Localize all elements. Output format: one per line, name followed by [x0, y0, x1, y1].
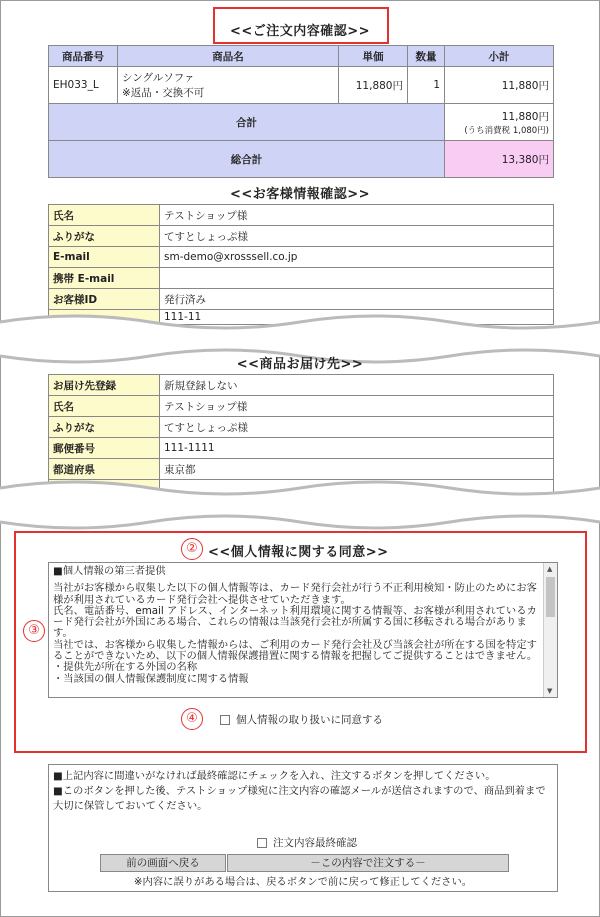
final-confirm-box	[48, 764, 558, 892]
col-header-code: 商品番号	[49, 46, 118, 67]
final-line-2: ■このボタンを押した後、テストショップ様宛に注文内容の確認メールが送信されますので、商品到着まで大切に保管しておいてください。	[53, 785, 546, 812]
customer-title: <<お客様情報確認>>	[229, 187, 371, 202]
table-row	[49, 417, 554, 438]
privacy-text-line: 当社がお客様から収集した以下の個人情報等は、カード発行会社が行う不正利用検知・防止のためにお客様が利用されているカード発行会社へ提供させていただきます。	[53, 582, 537, 606]
shipping-value: 東京都	[160, 459, 554, 480]
customer-value: テストショップ様	[160, 205, 554, 226]
customer-label: ふりがな	[49, 226, 160, 247]
final-confirm-label: 注文内容最終確認	[273, 837, 357, 849]
order-title: <<ご注文内容確認>>	[229, 24, 371, 39]
shipping-label: お届け先登録	[49, 375, 160, 396]
shipping-value: てすとしょっぷ様	[160, 417, 554, 438]
table-row	[49, 375, 554, 396]
table-row	[49, 205, 554, 226]
customer-value: てすとしょっぷ様	[160, 226, 554, 247]
table-row	[49, 226, 554, 247]
order-button[interactable]: －この内容で注文する－	[227, 854, 509, 872]
shipping-label: 氏名	[49, 396, 160, 417]
privacy-scrollbar[interactable]	[543, 563, 557, 697]
table-row	[49, 438, 554, 459]
scroll-up-icon[interactable]: ▲	[547, 565, 553, 573]
agree-label: 個人情報の取り扱いに同意する	[236, 714, 383, 726]
customer-label: お客様ID	[49, 289, 160, 310]
customer-value: sm-demo@xrosssell.co.jp	[160, 247, 554, 268]
privacy-text	[53, 566, 541, 685]
total-value: 13,380円	[445, 141, 554, 178]
item-name-cell	[118, 67, 339, 104]
col-header-qty: 数量	[408, 46, 445, 67]
privacy-text-line: ■個人情報の第三者提供	[53, 565, 166, 577]
cut-wave-2	[0, 476, 600, 536]
privacy-text-line: 氏名、電話番号、email アドレス、インターネット利用環境に関する情報等、お客様が利用されているカード発行会社が外国にある場合、これらの情報は当該発行会社が所属する国に移転される場合があります。	[53, 604, 537, 640]
col-header-name: 商品名	[118, 46, 339, 67]
sum-value: 11,880円	[501, 110, 549, 123]
table-row	[49, 396, 554, 417]
shipping-label: 都道府県	[49, 459, 160, 480]
customer-value: 発行済み	[160, 289, 554, 310]
annotation-2: ②	[181, 538, 203, 560]
final-note: ※内容に誤りがある場合は、戻るボタンで前に戻って修正してください。	[133, 876, 473, 888]
final-confirm-checkbox[interactable]	[257, 838, 267, 848]
sum-label: 合計	[49, 104, 445, 141]
shipping-label: 郵便番号	[49, 438, 160, 459]
shipping-title: <<商品お届け先>>	[236, 357, 364, 372]
customer-label: E-mail	[49, 247, 160, 268]
annotation-4: ④	[181, 708, 203, 730]
privacy-textarea[interactable]	[48, 562, 558, 698]
item-subtotal: 11,880円	[445, 67, 554, 104]
sum-tax: (うち消費税 1,080円)	[464, 125, 549, 136]
scroll-thumb[interactable]	[546, 577, 555, 617]
customer-label: 携帯 E-mail	[49, 268, 160, 289]
privacy-text-line: ・提供先が所在する外国の名称	[53, 661, 198, 674]
item-qty: 1	[408, 67, 445, 104]
scroll-down-icon[interactable]: ▼	[547, 687, 553, 695]
customer-label: 氏名	[49, 205, 160, 226]
final-confirm-row[interactable]	[257, 835, 357, 850]
total-label: 総合計	[49, 141, 445, 178]
customer-table	[48, 204, 554, 325]
agree-checkbox[interactable]	[220, 715, 230, 725]
col-header-price: 単価	[339, 46, 408, 67]
item-note: ※返品・交換不可	[122, 87, 205, 99]
shipping-value: 111-1111	[160, 438, 554, 459]
privacy-text-line: 当社では、お客様から収集した情報からは、ご利用のカード発行会社及び当該会社が所在する国を特定することができないため、以下の個人情報保護措置に関する情報を把握してご提供することはできません。	[53, 638, 538, 663]
table-row	[49, 67, 554, 104]
shipping-value: テストショップ様	[160, 396, 554, 417]
annotation-3: ③	[23, 620, 45, 642]
table-row	[49, 268, 554, 289]
customer-value	[160, 268, 554, 289]
item-price: 11,880円	[339, 67, 408, 104]
shipping-label: ふりがな	[49, 417, 160, 438]
privacy-text-line: ・当該国の個人情報保護制度に関する情報	[53, 672, 249, 685]
table-row	[49, 289, 554, 310]
back-button[interactable]: 前の画面へ戻る	[100, 854, 226, 872]
sum-cell	[445, 104, 554, 141]
item-name: シングルソファ	[122, 72, 195, 84]
table-row	[49, 247, 554, 268]
final-instructions	[53, 769, 553, 814]
shipping-value: 新規登録しない	[160, 375, 554, 396]
customer-partial-value: 111-11	[160, 310, 554, 325]
agree-checkbox-row[interactable]	[220, 712, 383, 727]
item-code: EH033_L	[49, 67, 118, 104]
final-line-1: ■上記内容に間違いがなければ最終確認にチェックを入れ、注文するボタンを押してください。	[53, 770, 496, 782]
order-table	[48, 45, 554, 178]
col-header-subtotal: 小計	[445, 46, 554, 67]
privacy-title: <<個人情報に関する同意>>	[208, 545, 389, 560]
